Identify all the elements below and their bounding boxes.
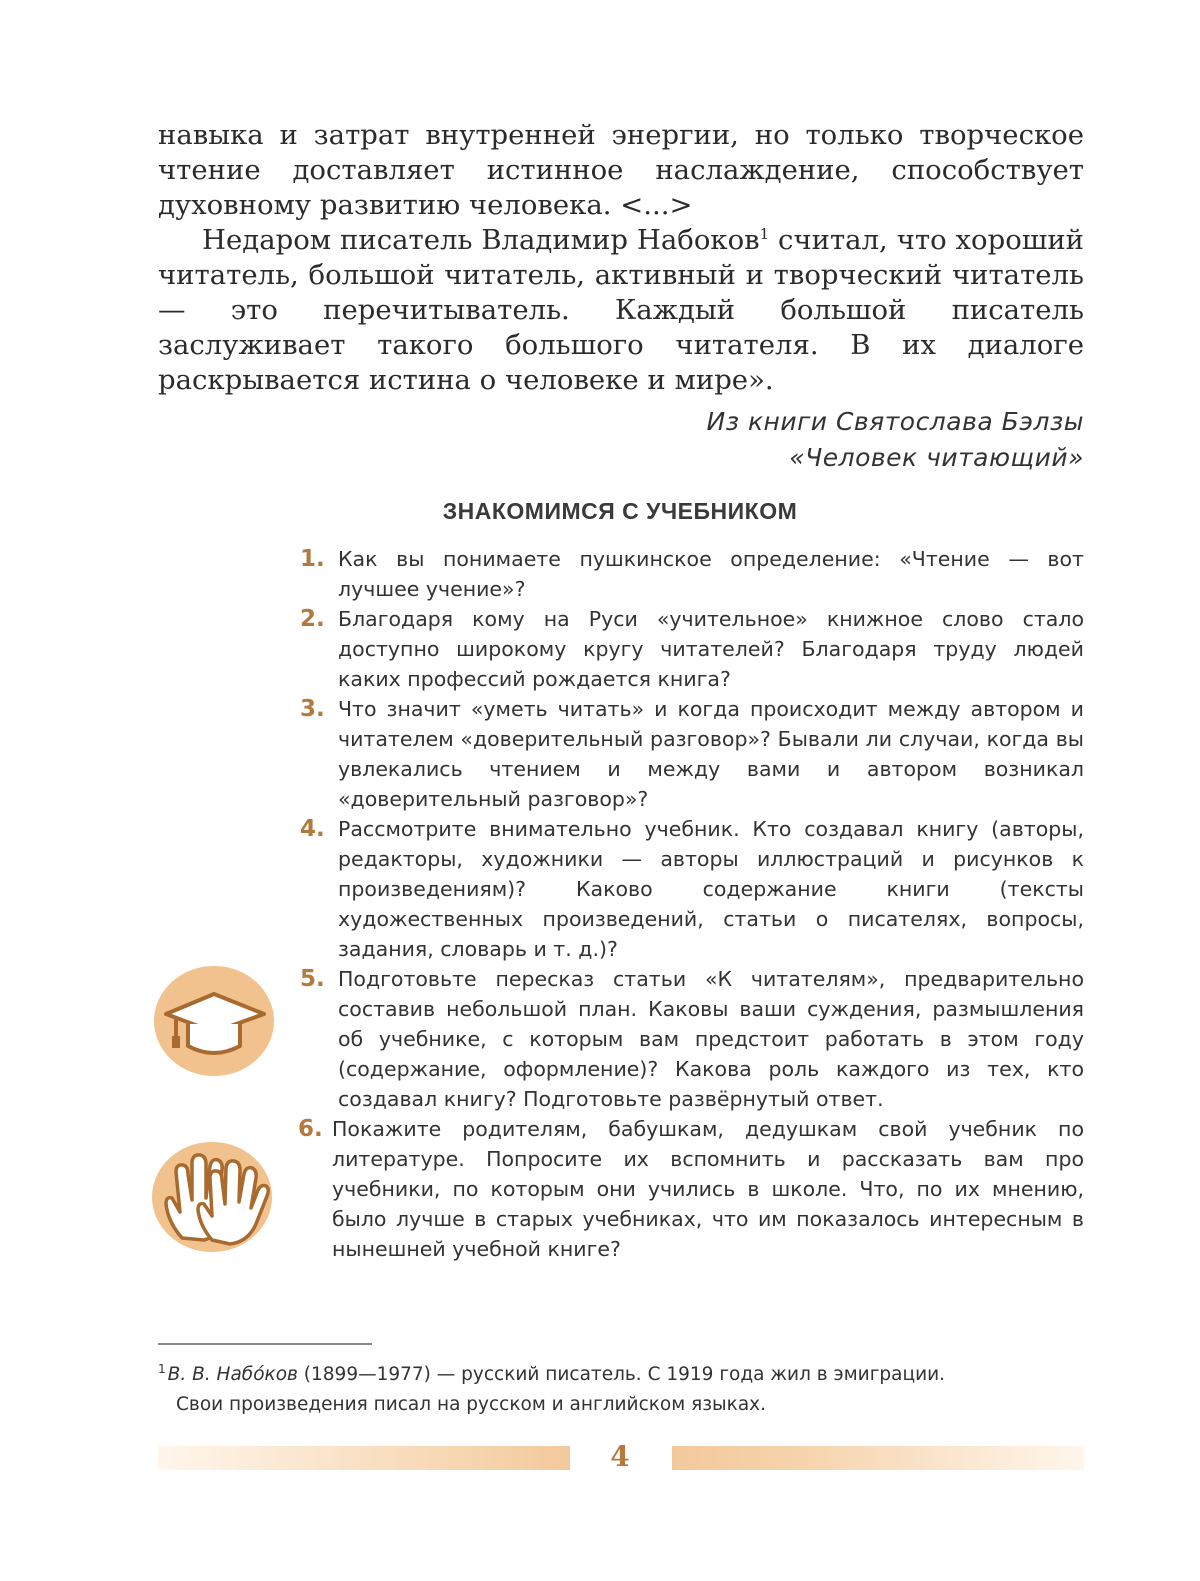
question-text: Благодаря кому на Руси «учительное» книжное слово стало доступно широкому кругу читателей? Благодаря труду людей каких профессий рождается книга? [338, 607, 1084, 691]
question-item [296, 964, 1084, 1114]
quote-attribution [484, 404, 1084, 476]
question-item [296, 694, 1084, 814]
footer-band-right [672, 1446, 1084, 1470]
footnote-divider [158, 1343, 372, 1345]
question-number: 4. [300, 816, 325, 842]
question-item [296, 1114, 1084, 1264]
footnote-line-2: Свои произведения писал на русском и английском языках. [176, 1394, 766, 1416]
question-item [296, 604, 1084, 694]
intro-paragraph-2-end: считал, что хороший читатель, большой читатель, активный и творческий читатель — это перечитыватель. Каждый большой писатель заслуживает такого большого читателя. В их диалоге раскрывается истина о человеке и мире». [158, 224, 1084, 396]
footer-band-left [158, 1446, 570, 1470]
attribution-line-2: «Человек читающий» [789, 443, 1084, 472]
page-number: 4 [610, 1440, 630, 1473]
question-text: Рассмотрите внимательно учебник. Кто создавал книгу (авторы, редакторы, художники — авторы иллюстраций и рисунков к произведениям)? Каково содержание книги (тексты художественных произведений, статьи о писателях, вопросы, задания, словарь и т. д.)? [338, 817, 1084, 961]
attribution-line-1: Из книги Святослава Бэлзы [706, 407, 1084, 436]
footnote [158, 1354, 1088, 1420]
question-text: Подготовьте пересказ статьи «К читателям», предварительно составив небольшой план. Каковы ваши суждения, размышления об учебнике, с которым вам предстоит работать в этом году (содержание, оформление)? Какова роль каждого из тех, кто создавал книгу? Подготовьте развёрнутый ответ. [338, 967, 1084, 1111]
footnote-line-1 [158, 1354, 1088, 1390]
hands-icon [152, 1142, 272, 1252]
footnote-name: В. В. Набóков [167, 1364, 298, 1386]
question-number: 6. [298, 1116, 323, 1142]
question-text: Покажите родителям, бабушкам, дедушкам свой учебник по литературе. Попросите их вспомнить и рассказать вам про учебники, по которым они учились в школе. Что, по их мнению, было лучше в старых учебниках, что им показалось интересным в нынешней учебной книге? [332, 1117, 1084, 1261]
intro-paragraph-2-start: Недаром писатель Владимир Набоков [202, 224, 760, 256]
graduation-cap-icon [154, 966, 274, 1076]
footnote-reference[interactable]: 1 [759, 224, 770, 243]
section-title: ЗНАКОМИМСЯ С УЧЕБНИКОМ [442, 498, 798, 524]
question-list [296, 544, 1084, 1264]
question-number: 5. [300, 966, 325, 992]
intro-paragraph-1: навыка и затрат внутренней энергии, но только творческое чтение доставляет истинное наслаждение, способствует духовному развитию человека. <...> [158, 119, 1084, 221]
footnote-mark: 1 [158, 1362, 166, 1376]
footnote-text-1: (1899—1977) — русский писатель. С 1919 года жил в эмиграции. [297, 1364, 946, 1386]
question-text: Как вы понимаете пушкинское определение: «Чтение — вот лучшее учение»? [338, 547, 1084, 601]
question-number: 2. [300, 606, 325, 632]
question-item [296, 814, 1084, 964]
intro-text [158, 118, 1084, 398]
question-text: Что значит «уметь читать» и когда происходит между автором и читателем «доверительный разговор»? Бывали ли случаи, когда вы увлекались чтением и между вами и автором возникал «доверительный разговор»? [338, 697, 1084, 811]
question-item [296, 544, 1084, 604]
intro-paragraph-2 [158, 223, 1084, 398]
question-number: 3. [300, 696, 325, 722]
question-number: 1. [300, 546, 325, 572]
